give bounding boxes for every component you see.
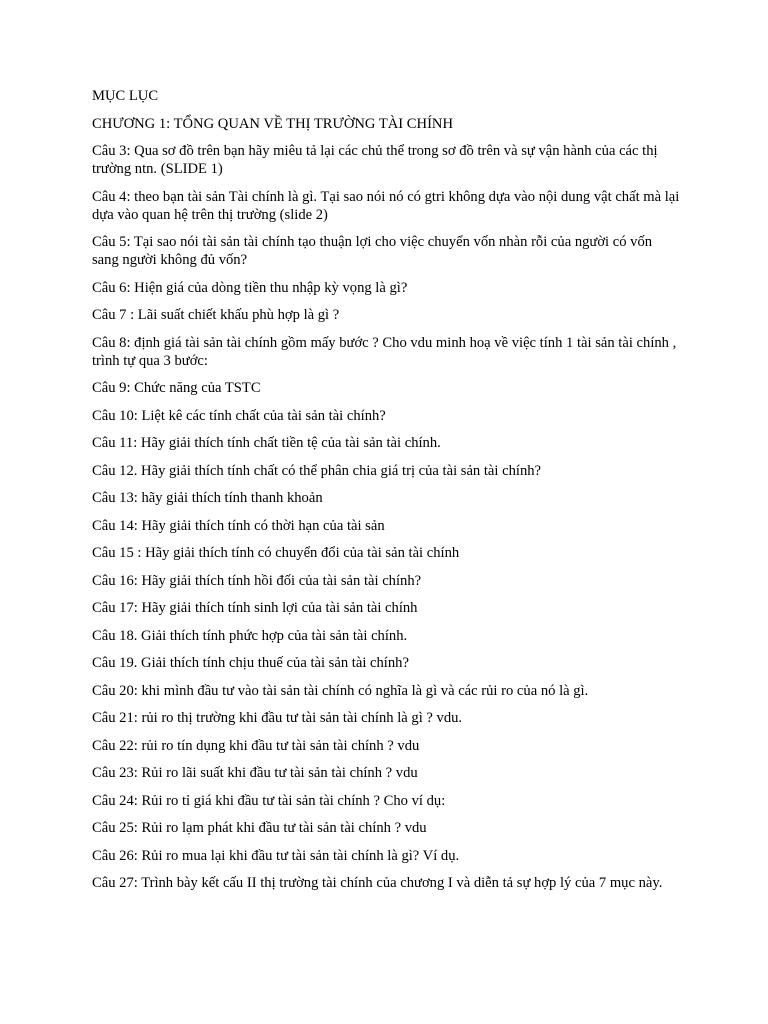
question-item: Câu 22: rủi ro tín dụng khi đầu tư tài sản tài chính ? vdu — [92, 737, 420, 754]
question-item: Câu 3: Qua sơ đồ trên bạn hãy miêu tả lại các chủ thể trong sơ đồ trên và sự vận hành của các thị trường ntn. (SLIDE 1) — [92, 143, 658, 177]
question-item: Câu 26: Rủi ro mua lại khi đầu tư tài sản tài chính là gì? Ví dụ. — [92, 847, 460, 864]
question-item: Câu 17: Hãy giải thích tính sinh lợi của tài sản tài chính — [92, 600, 418, 616]
question-item: Câu 13: hãy giải thích tính thanh khoản — [92, 490, 323, 506]
question-item: Câu 24: Rủi ro tỉ giá khi đầu tư tài sản tài chính ? Cho ví dụ: — [92, 792, 446, 809]
question-item: Câu 23: Rủi ro lãi suất khi đầu tư tài sản tài chính ? vdu — [92, 765, 418, 781]
question-item: Câu 11: Hãy giải thích tính chất tiền tệ của tài sản tài chính. — [92, 435, 441, 451]
question-item: Câu 7 : Lãi suất chiết khấu phù hợp là gì ? — [92, 307, 340, 323]
question-item: Câu 18. Giải thích tính phức hợp của tài sản tài chính. — [92, 627, 408, 644]
question-item: Câu 15 : Hãy giải thích tính có chuyển đổi của tài sản tài chính — [92, 545, 460, 561]
question-item: Câu 5: Tại sao nói tài sản tài chính tạo thuận lợi cho việc chuyển vốn nhàn rỗi của người có vốn sang người không đủ vốn? — [92, 234, 653, 268]
question-item: Câu 19. Giải thích tính chịu thuế của tài sản tài chính? — [92, 655, 409, 671]
question-item: Câu 6: Hiện giá của dòng tiền thu nhập kỳ vọng là gì? — [92, 279, 408, 296]
chapter-heading: CHƯƠNG 1: TỔNG QUAN VỀ THỊ TRƯỜNG TÀI CHÍNH — [92, 115, 454, 132]
question-item: Câu 12. Hãy giải thích tính chất có thể phân chia giá trị của tài sản tài chính? — [92, 462, 542, 479]
question-item: Câu 14: Hãy giải thích tính có thời hạn của tài sản — [92, 517, 385, 534]
question-item: Câu 8: định giá tài sản tài chính gồm mấy bước ? Cho vdu minh hoạ về việc tính 1 tài sản tài chính , trình tự qua 3 bước: — [92, 334, 677, 369]
toc-heading: MỤC LỤC — [92, 88, 159, 104]
question-item: Câu 9: Chức năng của TSTC — [92, 380, 261, 396]
document-page — [92, 87, 682, 902]
question-item: Câu 10: Liệt kê các tính chất của tài sản tài chính? — [92, 407, 386, 424]
question-item: Câu 4: theo bạn tài sản Tài chính là gì. Tại sao nói nó có gtri không dựa vào nội dung vật chất mà lại dựa vào quan hệ trên thị trường (slide 2) — [92, 188, 680, 223]
question-item: Câu 16: Hãy giải thích tính hồi đối của tài sản tài chính? — [92, 572, 422, 589]
question-item: Câu 25: Rủi ro lạm phát khi đầu tư tài sản tài chính ? vdu — [92, 820, 427, 836]
question-item: Câu 21: rủi ro thị trường khi đầu tư tài sản tài chính là gì ? vdu. — [92, 710, 463, 726]
question-item: Câu 27: Trình bày kết cấu II thị trường tài chính của chương I và diễn tả sự hợp lý của 7 mục này. — [92, 875, 663, 891]
question-item: Câu 20: khi mình đầu tư vào tài sản tài chính có nghĩa là gì và các rủi ro của nó là gì. — [92, 682, 589, 699]
